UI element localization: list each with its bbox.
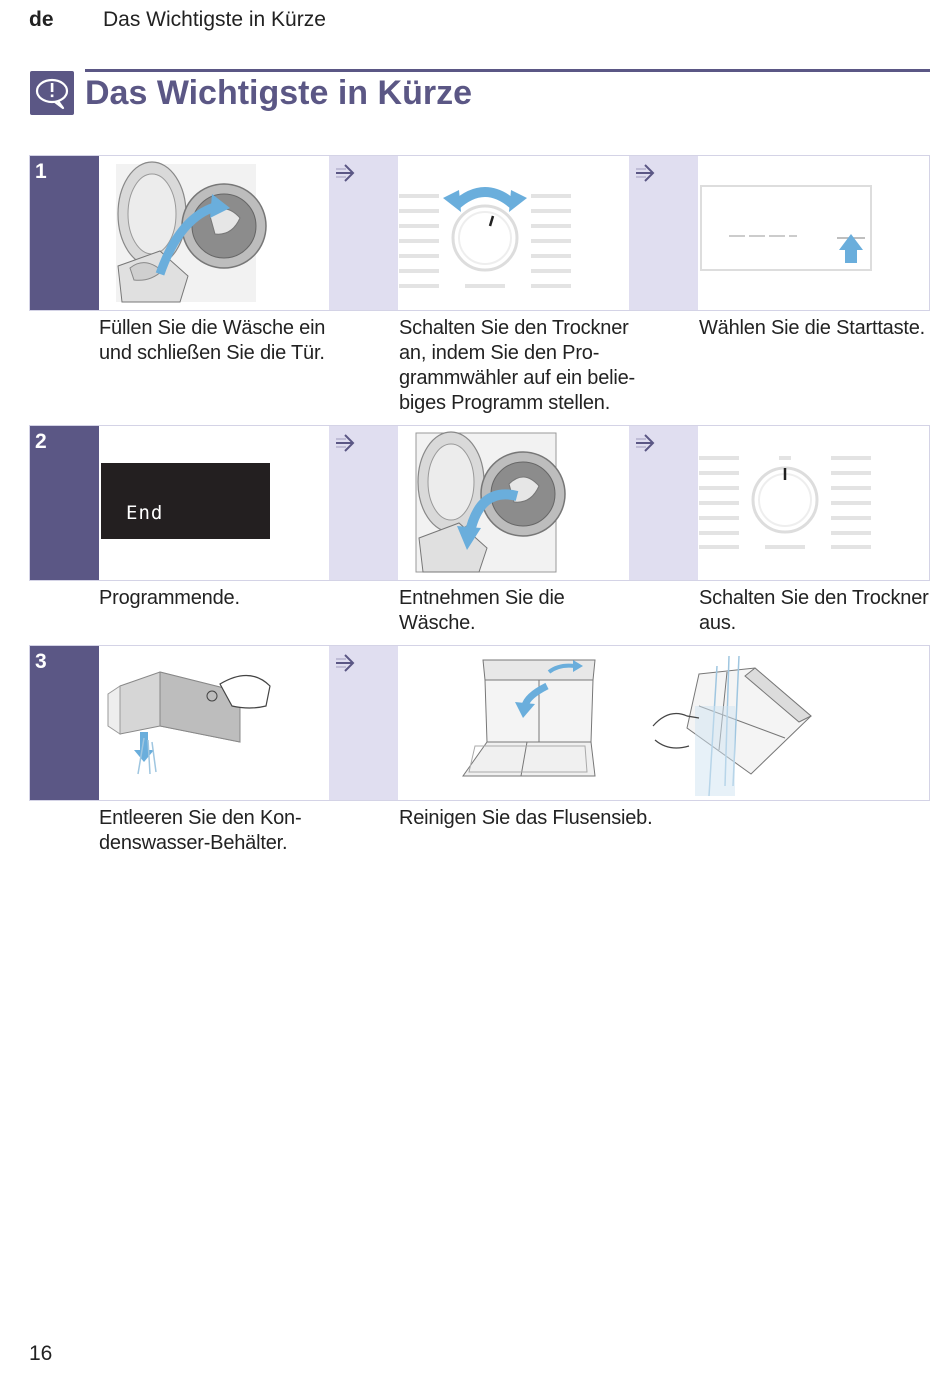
step-number-badge: 3: [30, 646, 99, 800]
step-caption: Programmende.: [99, 587, 240, 609]
arrow-right-icon: [333, 160, 359, 186]
step-row-3: [29, 645, 930, 801]
start-button-illustration: [699, 156, 929, 310]
step-caption: Wählen Sie die Starttaste.: [699, 317, 926, 339]
step-caption: Schalten Sie den Trockner an, indem Sie den Pro- grammwähler auf ein belie- biges Programm stellen.: [399, 317, 636, 414]
step-caption: Entleeren Sie den Kon- denswasser-Behälter.: [99, 807, 302, 854]
display-end-text: End: [126, 502, 164, 524]
step-arrow: [629, 156, 698, 310]
step-arrow: [329, 156, 398, 310]
step-caption: Schalten Sie den Trockner aus.: [699, 587, 929, 634]
step-caption: Entnehmen Sie die Wäsche.: [399, 587, 565, 634]
step-number-badge: 1: [30, 156, 99, 310]
page-title: Das Wichtigste in Kürze: [85, 74, 472, 112]
step-caption: Reinigen Sie das Flusensieb.: [399, 807, 653, 829]
page-number: 16: [29, 1342, 53, 1365]
info-bubble-icon: [30, 71, 74, 115]
remove-laundry-illustration: [399, 426, 629, 580]
clean-lint-filter-illustration: [399, 646, 929, 800]
step-arrow: [329, 646, 398, 800]
program-selector-illustration: [399, 156, 629, 310]
load-laundry-illustration: [100, 156, 329, 310]
arrow-right-icon: [633, 160, 659, 186]
arrow-right-icon: [333, 650, 359, 676]
program-selector-off-illustration: [699, 426, 929, 580]
step-number-badge: 2: [30, 426, 99, 580]
language-code: de: [29, 8, 54, 31]
step-caption: Füllen Sie die Wäsche ein und schließen Sie die Tür.: [99, 317, 326, 364]
empty-water-tank-illustration: [100, 646, 329, 800]
step-row-1: [29, 155, 930, 311]
step-row-2: [29, 425, 930, 581]
arrow-right-icon: [333, 430, 359, 456]
program-end-display: [100, 426, 329, 580]
step-arrow: [329, 426, 398, 580]
arrow-right-icon: [633, 430, 659, 456]
header-section-title: Das Wichtigste in Kürze: [103, 8, 326, 31]
title-rule: [85, 69, 930, 72]
step-arrow: [629, 426, 698, 580]
